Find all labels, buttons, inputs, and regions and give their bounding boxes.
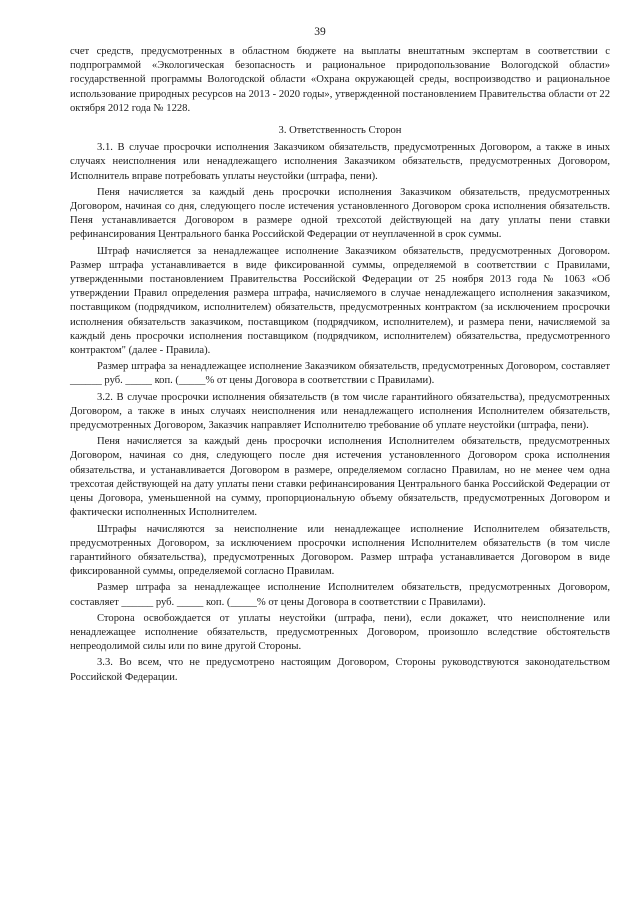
intro-paragraph: счет средств, предусмотренных в областном бюджете на выплаты внештатным экспертам в соответствии с подпрограммой «Экологическая безопасность и рациональное природопользование Вологодской области» государственной программы Вологодской области «Охрана окружающей среды, воспроизводство и рациональное использование природных ресурсов на 2013 - 2020 годы», утвержденной постановлением Правительства области от 22 октября 2012 года № 1228. <box>70 46 610 114</box>
paragraph-penalty-customer: Пеня начисляется за каждый день просрочки исполнения Заказчиком обязательств, предусмотренных Договором, начиная со дня, следующего после истечения установленного Договором срока исполнения обязательств. Пеня устанавливается Договором в размере одной трехсотой действующей на дату уплаты пени ставки рефинансирования Центрального банка Российской Федерации от неуплаченной в срок суммы. <box>70 186 610 241</box>
paragraph-penalty-contractor: Пеня начисляется за каждый день просрочки исполнения Исполнителем обязательств, предусмотренных Договором, начиная со дня, следующего после дня истечения установленного Договором срока исполнения обязательства, и устанавливается Договором в размере, определяемом согласно Правилам, но не менее чем одна трехсотая действующей на дату уплаты пени ставки рефинансирования Центрального банка Российской Федерации от цены Договора, уменьшенной на сумму, пропорциональную объему обязательств, предусмотренных Договором и фактически исполненных Исполнителем. <box>70 436 610 519</box>
document-body <box>70 45 610 687</box>
paragraph-3-3: 3.3. Во всем, что не предусмотрено настоящим Договором, Стороны руководствуются законодательством Российской Федерации. <box>70 657 610 683</box>
page-number: 39 <box>314 26 326 38</box>
paragraph-fine-amount-customer: Размер штрафа за ненадлежащее исполнение Заказчиком обязательств, предусмотренных Договором, составляет ______ руб. _____ коп. (_____% от цены Договора в соответствии с Правилами). <box>70 361 610 387</box>
paragraph-fine-customer: Штраф начисляется за ненадлежащее исполнение Заказчиком обязательств, предусмотренных Договором. Размер штрафа устанавливается в виде фиксированной суммы, определяемой в соответствии с Правилами, утвержденными постановлением Правительства Российской Федерации от 25 ноября 2013 года № 1063 «Об утверждении Правил определения размера штрафа, начисляемого в случае ненадлежащего исполнения заказчиком, поставщиком (подрядчиком, исполнителем) обязательств, предусмотренных контрактом (за исключением просрочки исполнения обязательств заказчиком, поставщиком (подрядчиком, исполнителем), и размера пени, начисляемой за каждый день просрочки исполнения поставщиком (подрядчиком, исполнителем) обязательства, предусмотренного контрактом" (далее - Правила). <box>70 245 610 357</box>
paragraph-fine-amount-contractor: Размер штрафа за ненадлежащее исполнение Исполнителем обязательств, предусмотренных Договором, составляет ______ руб. _____ коп. (_____% от цены Договора в соответствии с Правилами). <box>70 582 610 608</box>
paragraph-fines-contractor: Штрафы начисляются за неисполнение или ненадлежащее исполнение Исполнителем обязательств, предусмотренных Договором, за исключением просрочки исполнения Исполнителем обязательств (в том числе гарантийного обязательства), предусмотренных Договором. Размер штрафа устанавливается Договором в виде фиксированной суммы, определяемой согласно Правилам. <box>70 523 610 578</box>
paragraph-3-2: 3.2. В случае просрочки исполнения обязательств (в том числе гарантийного обязательства), предусмотренных Договором, а также в иных случаях неисполнения или ненадлежащего исполнения Исполнителем обязательств, предусмотренных Договором, Заказчик направляет Исполнителю требование об уплате неустойки (штрафа, пени). <box>70 391 610 432</box>
paragraph-3-1: 3.1. В случае просрочки исполнения Заказчиком обязательств, предусмотренных Договором, а также в иных случаях неисполнения или ненадлежащего исполнения Заказчиком обязательств, предусмотренных Договором, Исполнитель вправе потребовать уплаты неустойки (штрафа, пени). <box>70 142 610 182</box>
paragraph-release-from-liability: Сторона освобождается от уплаты неустойки (штрафа, пени), если докажет, что неисполнение или ненадлежащее исполнение обязательств, предусмотренных Договором, произошло вследствие обстоятельств непреодолимой силы или по вине другой Стороны. <box>70 612 610 653</box>
section-title: 3. Ответственность Сторон <box>278 125 402 137</box>
